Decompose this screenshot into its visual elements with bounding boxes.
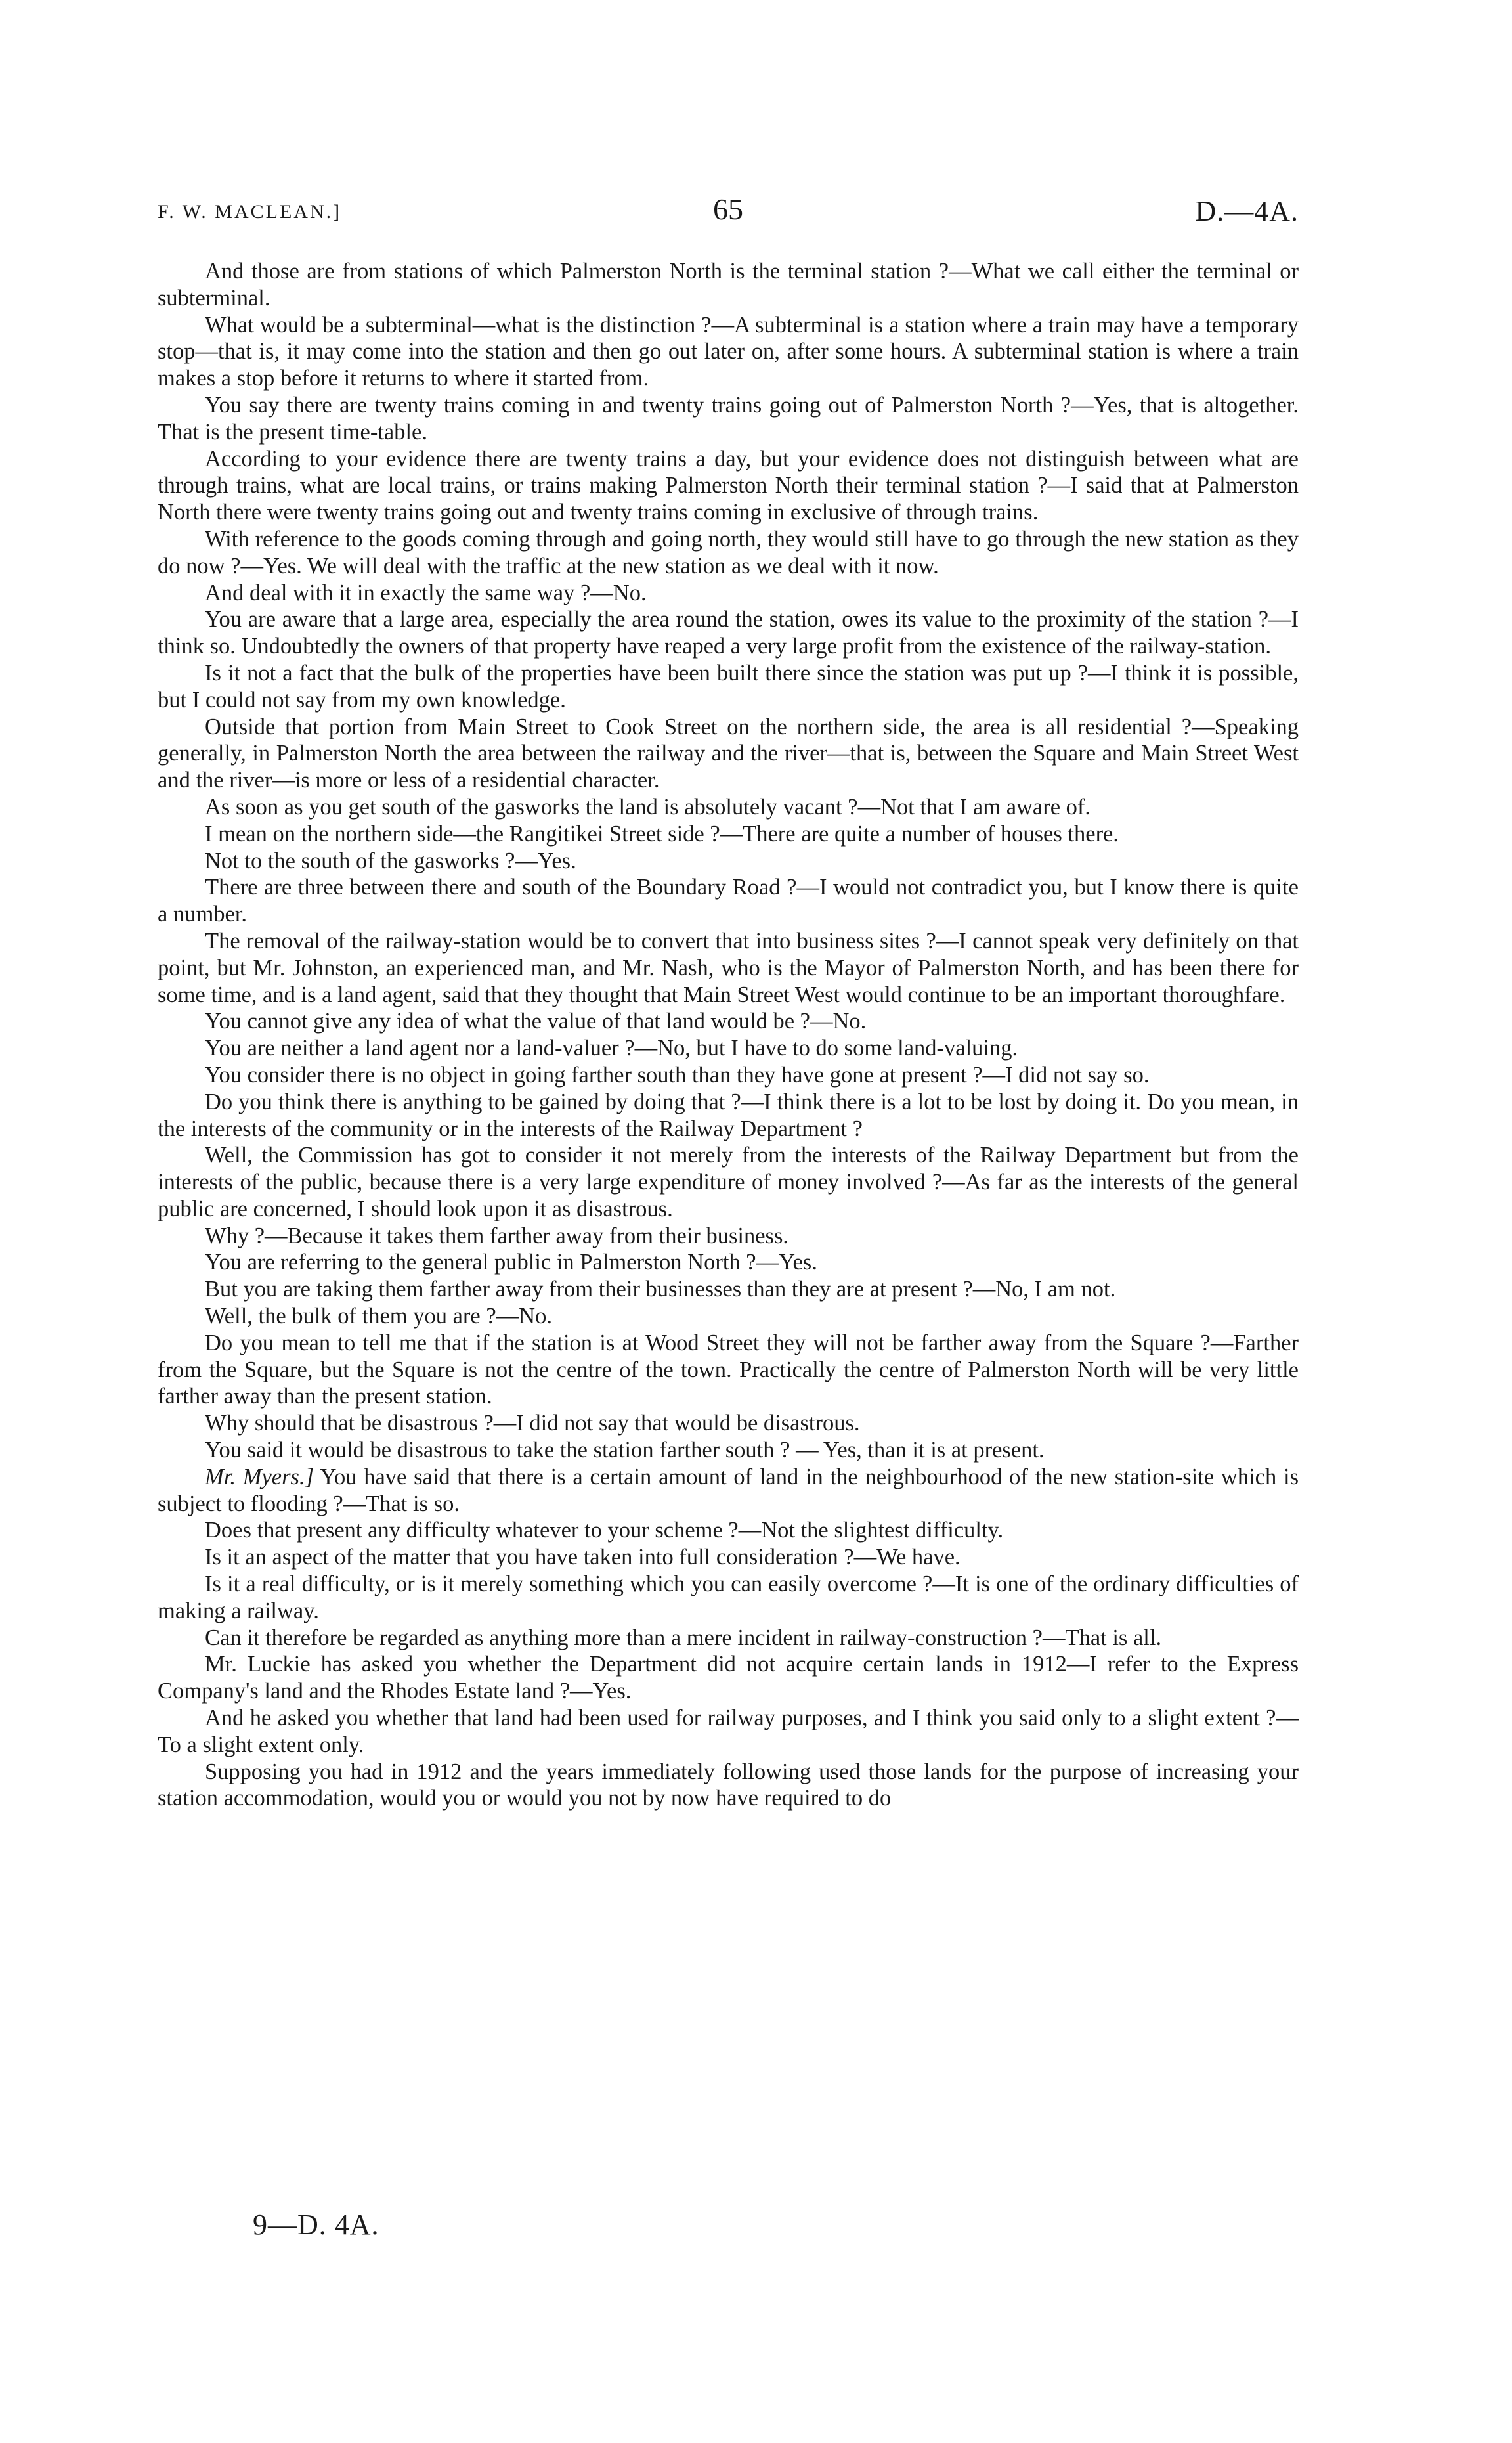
evidence-paragraph [158, 1062, 1299, 1089]
page-number: 65 [713, 192, 743, 226]
paragraph-text: You have said that there is a certain amount of land in the neighbourhood of the new station-site which is subject to flooding ?—That is so. [158, 1464, 1299, 1516]
paragraph-text: You are aware that a large area, especially the area round the station, owes its value to the proximity of the station ?—I think so. Undoubtedly the owners of that property have reaped a very large profit from the existence of the railway-station. [158, 607, 1299, 659]
paragraph-text: Is it an aspect of the matter that you have taken into full consideration ?—We have. [205, 1545, 961, 1570]
paragraph-text: Why should that be disastrous ?—I did not say that would be disastrous. [205, 1411, 860, 1436]
evidence-paragraph [158, 446, 1299, 526]
evidence-paragraph [158, 1651, 1299, 1705]
paragraph-text: There are three between there and south of the Boundary Road ?—I would not contradict you, but I know there is quite a number. [158, 875, 1299, 927]
paragraph-text: You are neither a land agent nor a land-valuer ?—No, but I have to do some land-valuing. [205, 1036, 1018, 1061]
evidence-paragraph [158, 526, 1299, 580]
sheet-signature: 9—D. 4A. [253, 2209, 379, 2241]
paragraph-text: Can it therefore be regarded as anything more than a mere incident in railway-construction ?—That is all. [205, 1625, 1162, 1650]
evidence-paragraph [158, 1303, 1299, 1330]
paragraph-text: Do you think there is anything to be gained by doing that ?—I think there is a lot to be lost by doing it. Do you mean, in the interests of the community or in the interests of the Railway Department ? [158, 1089, 1299, 1141]
paragraph-text: Not to the south of the gasworks ?—Yes. [205, 848, 576, 873]
paragraph-text: And those are from stations of which Palmerston North is the terminal station ?—What we call either the terminal or subterminal. [158, 259, 1299, 311]
evidence-paragraph [158, 392, 1299, 446]
paragraph-text: And deal with it in exactly the same way ?—No. [205, 580, 647, 605]
evidence-paragraph [158, 1464, 1299, 1518]
evidence-paragraph [158, 1089, 1299, 1143]
evidence-paragraph [158, 1142, 1299, 1222]
paragraph-text: Why ?—Because it takes them farther away from their business. [205, 1223, 789, 1248]
paragraph-text: Outside that portion from Main Street to Cook Street on the northern side, the area is all residential ?—Speaking generally, in Palmerston North the area between the railway and the river—that is, between the Square and Main Street West and the river—is more or less of a residential character. [158, 714, 1299, 793]
evidence-paragraph [158, 928, 1299, 1008]
paragraph-text: As soon as you get south of the gasworks the land is absolutely vacant ?—Not that I am aware of. [205, 794, 1091, 820]
evidence-paragraph [158, 1625, 1299, 1652]
speaker-label: Mr. Myers.] [205, 1464, 314, 1489]
evidence-paragraph [158, 848, 1299, 875]
paragraph-text: But you are taking them farther away from their businesses than they are at present ?—No, I am not. [205, 1277, 1116, 1302]
evidence-paragraph [158, 312, 1299, 392]
evidence-paragraph [158, 660, 1299, 714]
evidence-paragraph [158, 1330, 1299, 1410]
evidence-paragraph [158, 1759, 1299, 1813]
paragraph-text: According to your evidence there are twenty trains a day, but your evidence does not distinguish between what are through trains, what are local trains, or trains making Palmerston North their terminal station ?—I said that at Palmerston North there were twenty trains going out and twenty trains coming in exclusive of through trains. [158, 446, 1299, 525]
paragraph-text: You consider there is no object in going farther south than they have gone at present ?—I did not say so. [205, 1062, 1150, 1088]
evidence-paragraph [158, 1035, 1299, 1062]
evidence-paragraph [158, 1517, 1299, 1544]
evidence-paragraph [158, 874, 1299, 928]
paragraph-text: Does that present any difficulty whatever to your scheme ?—Not the slightest difficulty. [205, 1518, 1004, 1543]
paragraph-text: I mean on the northern side—the Rangitikei Street side ?—There are quite a number of houses there. [205, 821, 1119, 847]
paragraph-text: You say there are twenty trains coming in and twenty trains going out of Palmerston North ?—Yes, that is altogether. That is the present time-table. [158, 392, 1299, 445]
header-witness-name: F. W. MACLEAN.] [158, 201, 342, 223]
page-header [158, 192, 1299, 238]
paragraph-text: With reference to the goods coming through and going north, they would still have to go through the new station as they do now ?—Yes. We will deal with the traffic at the new station as we deal with it now. [158, 526, 1299, 579]
paragraph-text: You are referring to the general public in Palmerston North ?—Yes. [205, 1250, 817, 1275]
evidence-paragraph [158, 1705, 1299, 1759]
evidence-paragraph [158, 821, 1299, 848]
evidence-paragraph [158, 1276, 1299, 1303]
evidence-paragraph [158, 580, 1299, 607]
paragraph-text: Supposing you had in 1912 and the years immediately following used those lands for the purpose of increasing your station accommodation, would you or would you not by now have required to do [158, 1759, 1299, 1811]
paragraph-text: Mr. Luckie has asked you whether the Department did not acquire certain lands in 1912—I refer to the Express Company's land and the Rhodes Estate land ?—Yes. [158, 1652, 1299, 1704]
evidence-paragraph [158, 714, 1299, 794]
evidence-paragraph [158, 1544, 1299, 1571]
evidence-paragraph [158, 1008, 1299, 1035]
paragraph-text: Is it not a fact that the bulk of the properties have been built there since the station was put up ?—I think it is possible, but I could not say from my own knowledge. [158, 660, 1299, 713]
evidence-paragraph [158, 1249, 1299, 1276]
evidence-paragraph [158, 794, 1299, 821]
paragraph-text: The removal of the railway-station would be to convert that into business sites ?—I cannot speak very definitely on that point, but Mr. Johnston, an experienced man, and Mr. Nash, who is the Mayor of Palmerston North, and has been there for some time, and is a land agent, said that they thought that Main Street West would continue to be an important thoroughfare. [158, 928, 1299, 1007]
document-reference: D.—4A. [1195, 195, 1299, 227]
paragraph-text: What would be a subterminal—what is the distinction ?—A subterminal is a station where a train may have a temporary stop—that is, it may come into the station and then go out later on, after some hours. A subterminal station is where a train makes a stop before it returns to where it started from. [158, 312, 1299, 391]
evidence-paragraph [158, 258, 1299, 312]
paragraph-text: Well, the bulk of them you are ?—No. [205, 1304, 552, 1329]
paragraph-text: Well, the Commission has got to consider it not merely from the interests of the Railway Department but from the interests of the public, because there is a very large expenditure of money involved ?—As far as the interests of the general public are concerned, I should look upon it as disastrous. [158, 1143, 1299, 1222]
evidence-paragraph [158, 1223, 1299, 1250]
evidence-paragraph [158, 1437, 1299, 1464]
paragraph-text: And he asked you whether that land had been used for railway purposes, and I think you said only to a slight extent ?—To a slight extent only. [158, 1706, 1299, 1757]
paragraph-text: You cannot give any idea of what the value of that land would be ?—No. [205, 1009, 867, 1034]
evidence-text [158, 258, 1299, 1812]
evidence-paragraph [158, 1410, 1299, 1437]
paragraph-text: You said it would be disastrous to take the station farther south ? — Yes, than it is at present. [205, 1438, 1045, 1463]
paragraph-text: Is it a real difficulty, or is it merely something which you can easily overcome ?—It is one of the ordinary difficulties of making a railway. [158, 1572, 1299, 1623]
evidence-paragraph [158, 1571, 1299, 1625]
evidence-paragraph [158, 606, 1299, 660]
paragraph-text: Do you mean to tell me that if the station is at Wood Street they will not be farther away from the Square ?—Farther from the Square, but the Square is not the centre of the town. Practically the centre of Palmerston North will be very little farther away than the present station. [158, 1330, 1299, 1409]
